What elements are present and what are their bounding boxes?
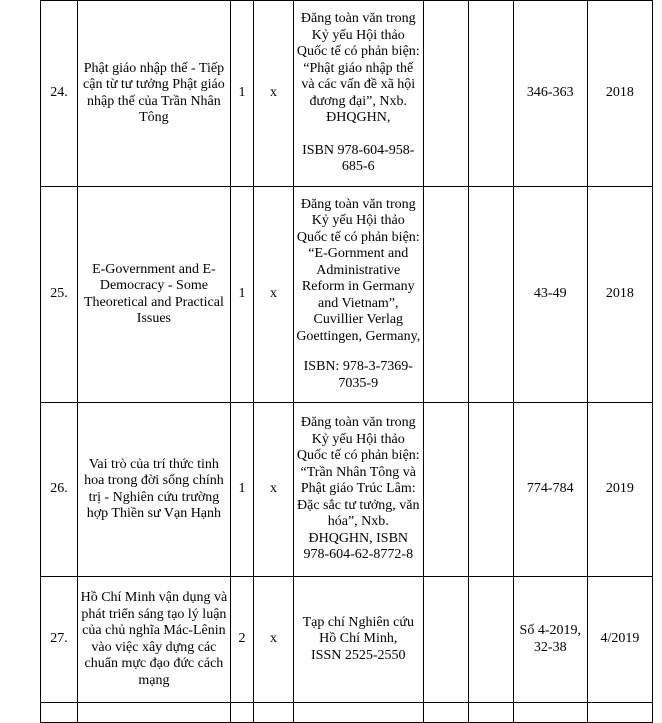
empty-cell [468, 403, 513, 577]
article-title: Phật giáo nhập thế - Tiếp cận từ tư tưởng Phật giáo nhập thế của Trần Nhân Tông [78, 1, 231, 187]
empty-cell [513, 703, 587, 723]
empty-cell [468, 1, 513, 187]
author-count: 2 [230, 577, 254, 703]
row-number: 25. [41, 187, 78, 403]
row-number: 24. [41, 1, 78, 187]
page-range: Số 4-2019, 32-38 [513, 577, 587, 703]
venue-text: Đăng toàn văn trong Kỷ yếu Hội thảo Quốc tế có phản biện: “E-Gornment and Administrative Reform in Germany and Vietnam”, Cuvillier Verlag Goettingen, Germany, [296, 196, 421, 344]
empty-cell [423, 577, 468, 703]
empty-cell [423, 187, 468, 403]
publication-year: 4/2019 [587, 577, 652, 703]
table-row [41, 1, 653, 187]
empty-cell [468, 577, 513, 703]
table-row [41, 187, 653, 403]
role-mark: x [254, 1, 293, 187]
publication-year: 2019 [587, 403, 652, 577]
publication-year: 2018 [587, 187, 652, 403]
venue-isbn: ISSN 2525-2550 [311, 647, 406, 663]
author-count: 1 [230, 1, 254, 187]
venue-isbn: ISBN: 978-3-7369-7035-9 [303, 359, 413, 391]
publication-venue [293, 403, 423, 577]
empty-cell [254, 703, 293, 723]
publication-venue [293, 1, 423, 187]
empty-cell [41, 703, 78, 723]
role-mark: x [254, 187, 293, 403]
venue-isbn: ISBN 978-604-958-685-6 [302, 142, 415, 175]
publication-year: 2018 [587, 1, 652, 187]
row-number: 27. [41, 577, 78, 703]
empty-cell [587, 703, 652, 723]
empty-cell [78, 703, 231, 723]
empty-cell [293, 703, 423, 723]
table-row [41, 577, 653, 703]
row-number: 26. [41, 403, 78, 577]
empty-cell [230, 703, 254, 723]
empty-cell [423, 1, 468, 187]
venue-text: Đăng toàn văn trong Kỷ yếu Hội thảo Quốc tế có phản biện: “Trần Nhân Tông và Phật giáo Trúc Lâm: Đặc sắc tư tưởng, văn hóa”, Nxb. ĐHQGHN, ISBN 978-604-62-8772-8 [296, 415, 420, 563]
article-title: Vai trò của trí thức tinh hoa trong đời sống chính trị - Nghiên cứu trường hợp Thiền sư Vạn Hạnh [78, 403, 231, 577]
table-row [41, 403, 653, 577]
publications-table [40, 0, 653, 723]
role-mark: x [254, 577, 293, 703]
empty-cell [468, 703, 513, 723]
role-mark: x [254, 403, 293, 577]
empty-cell [468, 187, 513, 403]
empty-cell [423, 703, 468, 723]
table-row [41, 703, 653, 723]
empty-cell [423, 403, 468, 577]
publication-venue [293, 187, 423, 403]
publication-venue [293, 577, 423, 703]
page-range: 43-49 [513, 187, 587, 403]
author-count: 1 [230, 187, 254, 403]
page-range: 346-363 [513, 1, 587, 187]
article-title: Hồ Chí Minh vận dụng và phát triển sáng tạo lý luận của chủ nghĩa Mác-Lênin vào việc xây dựng các chuẩn mực đạo đức cách mạng [78, 577, 231, 703]
page-range: 774-784 [513, 403, 587, 577]
article-title: E-Government and E-Democracy - Some Theoretical and Practical Issues [78, 187, 231, 403]
venue-text: Tạp chí Nghiên cứu Hồ Chí Minh, [302, 614, 414, 647]
venue-text: Đăng toàn văn trong Kỷ yếu Hội thảo Quốc tế có phản biện: “Phật giáo nhập thế và các vấn đề xã hội đương đại”, Nxb. ĐHQGHN, [296, 11, 420, 126]
author-count: 1 [230, 403, 254, 577]
